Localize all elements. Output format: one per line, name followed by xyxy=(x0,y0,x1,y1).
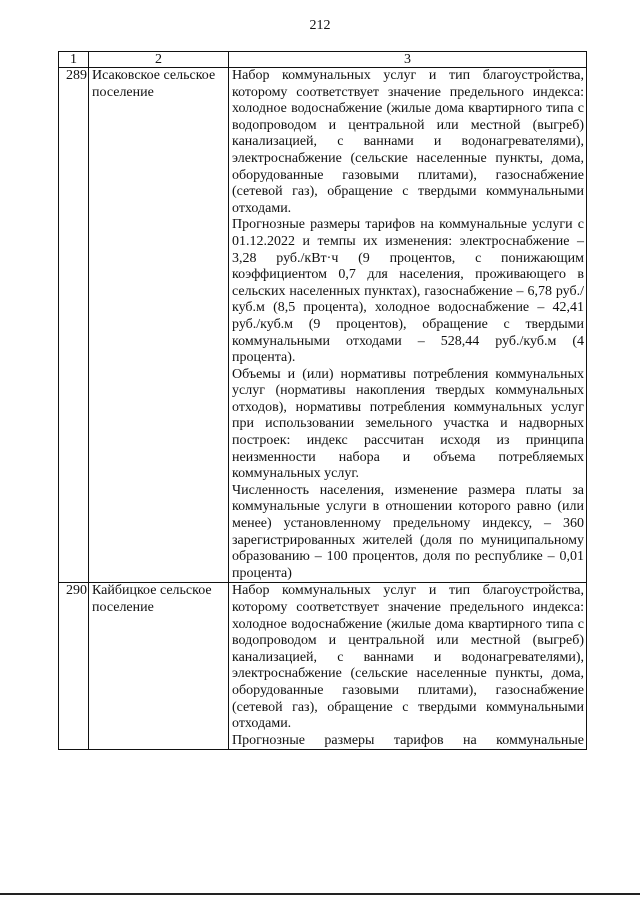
scan-edge-line xyxy=(0,893,640,895)
row-description xyxy=(229,583,587,750)
row-number: 289 xyxy=(59,68,89,583)
table-row xyxy=(59,583,587,750)
table-header-row xyxy=(59,52,587,68)
column-header-1: 1 xyxy=(59,52,89,68)
column-header-3: 3 xyxy=(229,52,587,68)
column-header-2: 2 xyxy=(89,52,229,68)
paragraph-tariffs: Прогнозные размеры тарифов на коммунальные xyxy=(232,732,584,748)
row-number: 290 xyxy=(59,583,89,750)
page-number: 212 xyxy=(309,18,331,33)
paragraph-population: Численность населения, изменение размера платы за коммунальные услуги в отношении которого равно (или менее) установленному предельному индексу, – 360 зарегистрированных жителей (доля по муниципальному образованию – 100 процентов, доля по республике – 0,01 процента) xyxy=(232,482,584,581)
tariff-table xyxy=(58,51,587,750)
settlement-name: Кайбицкое сельское поселение xyxy=(89,583,229,750)
paragraph-improvement-set: Набор коммунальных услуг и тип благоустройства, которому соответствует значение предельного индекса: холодное водоснабжение (жилые дома квартирного типа с водопроводом и центральной или местной (выгреб) канализацией, с ваннами и водонагревателями), электроснабжение (сельские населенные пункты, дома, оборудованные газовыми плитами), газоснабжение (сетевой газ), обращение с твердыми коммунальными отходами. xyxy=(232,583,584,732)
row-description xyxy=(229,68,587,583)
table-row xyxy=(59,68,587,583)
paragraph-consumption-norms: Объемы и (или) нормативы потребления коммунальных услуг (нормативы накопления твердых коммунальных отходов), нормативы потребления коммунальных услуг при использовании земельного участка и надворных построек: индекс рассчитан исходя из принципа неизменности набора и объема потребляемых коммунальных услуг. xyxy=(232,366,584,482)
paragraph-tariffs: Прогнозные размеры тарифов на коммунальные услуги с 01.12.2022 и темпы их изменения: электроснабжение – 3,28 руб./кВт·ч (9 процентов, с понижающим коэффициентом 0,7 для населения, проживающего в сельских населенных пунктах), газоснабжение – 6,78 руб./куб.м (8,5 процента), холодное водоснабжение – 42,41 руб./куб.м (9 процентов), обращение с твердыми коммунальными отходами – 528,44 руб./куб.м (4 процента). xyxy=(232,217,584,366)
settlement-name: Исаковское сельское поселение xyxy=(89,68,229,583)
paragraph-improvement-set: Набор коммунальных услуг и тип благоустройства, которому соответствует значение предельного индекса: холодное водоснабжение (жилые дома квартирного типа с водопроводом и центральной или местной (выгреб) канализацией, с ваннами и водонагревателями), электроснабжение (сельские населенные пункты, дома, оборудованные газовыми плитами), газоснабжение (сетевой газ), обращение с твердыми коммунальными отходами. xyxy=(232,68,584,216)
